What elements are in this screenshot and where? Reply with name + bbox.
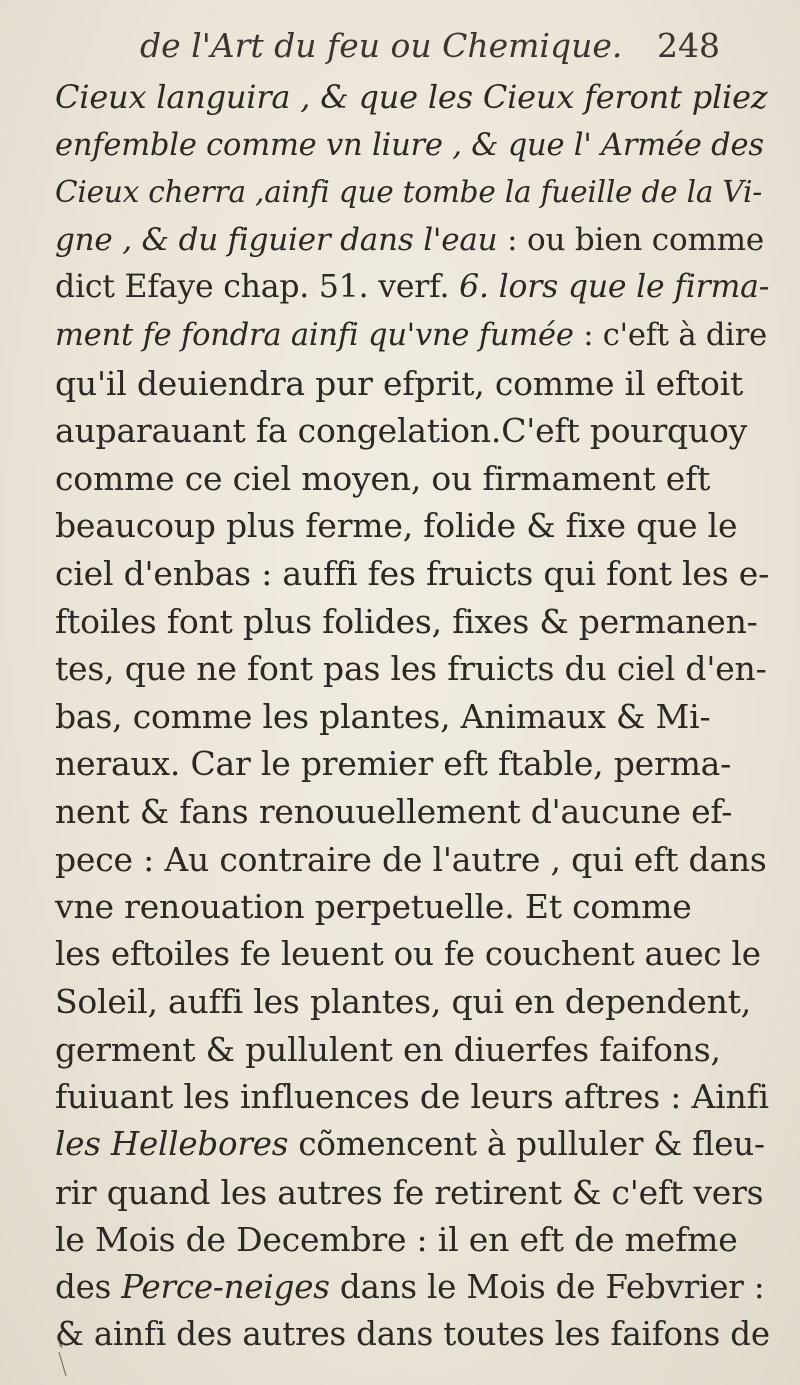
text-line [55,978,770,1026]
roman-text: le Mois de Decembre : il en eft de mefme [55,1220,738,1260]
body-text [55,74,770,1359]
text-line [55,1121,770,1169]
running-title: de l'Art du feu ou Chemique. [140,26,623,65]
running-header [140,26,720,70]
text-line [55,1264,770,1312]
text-line [55,788,770,836]
roman-text: ftoiles font plus folides, fixes & permanen- [55,601,758,641]
italic-text: enfemble comme vn liure , & que l' Armée des [55,127,764,163]
text-line [55,74,770,122]
text-line [55,1026,770,1074]
text-line [55,931,770,979]
italic-text: les Hellebores [55,1125,289,1164]
page-number: 248 [657,26,720,65]
roman-text: les eftoiles fe leuent ou fe couchent auec le [55,934,761,973]
text-line [55,883,770,931]
text-line [55,740,770,788]
roman-text: germent & pullulent en diuerfes faifons, [55,1029,721,1069]
ink-mark-icon [56,1338,68,1378]
text-line [55,836,770,884]
roman-text: nent & fans renouuellement d'aucune ef- [55,791,733,831]
roman-text: bas, comme les plantes, Animaux & Mi- [55,696,711,736]
text-line [55,407,770,455]
text-line [55,1073,770,1121]
roman-text: : c'eft à dire [573,317,767,353]
roman-text: dict Efaye chap. 51. verf. [55,269,460,306]
roman-text: cõmencent à pulluler & fleu- [288,1125,765,1164]
italic-text: gne , & du figuier dans l'eau [55,221,498,258]
text-line [55,312,770,360]
text-line [55,169,770,217]
roman-text: ciel d'enbas : auffi fes fruicts qui font les e- [55,553,770,593]
text-line [55,1169,770,1217]
text-line [55,455,770,503]
roman-text: comme ce ciel moyen, ou firmament eft [55,458,711,498]
roman-text: dans le Mois de Febvrier : [329,1267,765,1306]
text-line [55,1216,770,1264]
roman-text: tes, que ne font pas les fruicts du ciel d'en- [55,649,767,689]
italic-text: 6. lors que le firma- [459,269,770,306]
italic-text: Cieux languira , & que les Cieux feront pliez [55,78,768,116]
text-line [55,1311,770,1359]
roman-text: rir quand les autres fe retirent & c'eft vers [55,1172,764,1212]
roman-text: vne renouation perpetuelle. Et comme [55,887,692,927]
text-line [55,360,770,408]
roman-text: & ainfi des autres dans toutes les faifons de [55,1315,770,1354]
text-line [55,264,770,312]
roman-text: fuiuant les influences de leurs aftres : Ainfi [55,1077,769,1117]
text-line [55,550,770,598]
text-line [55,122,770,170]
roman-text: auparauant fa congelation.C'eft pourquoy [55,411,748,451]
roman-text: qu'il deuiendra pur efprit, comme il eftoit [55,363,744,403]
roman-text: Soleil, auffi les plantes, qui en dependent, [55,982,751,1022]
text-line [55,502,770,550]
roman-text: : ou bien comme [497,221,764,258]
roman-text: pece : Au contraire de l'autre , qui eft dans [55,839,767,879]
text-line [55,598,770,646]
text-line [55,693,770,741]
roman-text: neraux. Car le premier eft ftable, perma- [55,744,732,784]
text-line [55,217,770,265]
italic-text: Perce-neiges [121,1267,330,1306]
roman-text: beaucoup plus ferme, folide & fixe que le [55,506,738,546]
italic-text: Cieux cherra ,ainfi que tombe la fueille de la Vi- [55,175,763,210]
roman-text: des [55,1267,122,1306]
text-line [55,645,770,693]
italic-text: ment fe fondra ainfi qu'vne fumée [55,317,574,353]
